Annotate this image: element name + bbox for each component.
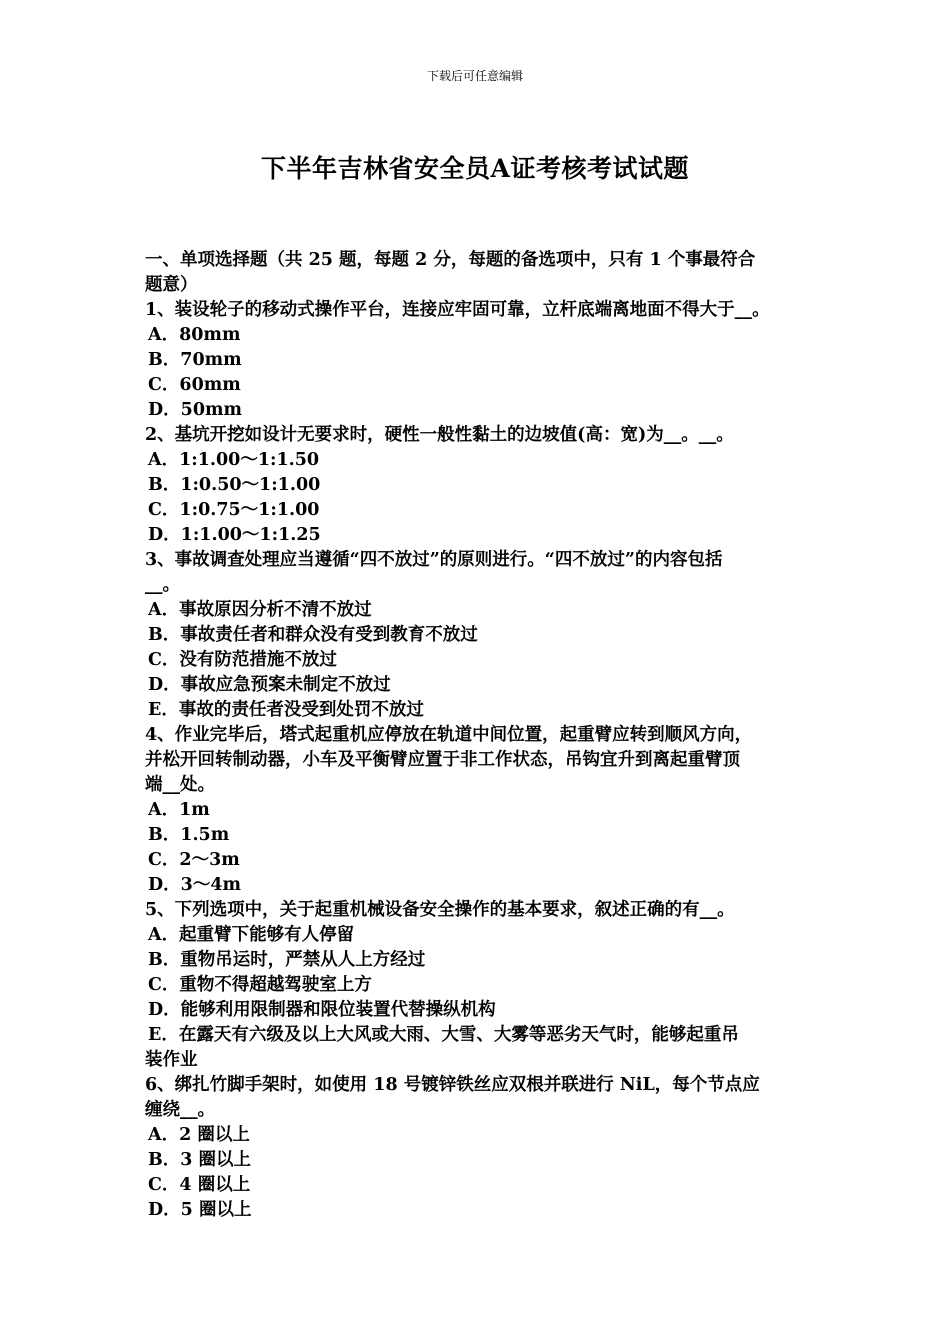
answer-option: A．1m	[148, 800, 210, 820]
answer-option: D．5 圈以上	[148, 1200, 252, 1220]
answer-option: A．1:1.00～1:1.50	[148, 450, 320, 470]
answer-option: D．3～4m	[148, 875, 242, 895]
header-note: 下载后可任意编辑	[426, 69, 523, 83]
answer-option: E．事故的责任者没受到处罚不放过	[148, 700, 424, 720]
answer-option: C．60mm	[148, 375, 241, 395]
answer-option: B．70mm	[148, 350, 242, 370]
answer-option: D．能够利用限制器和限位装置代替操纵机构	[148, 1000, 496, 1020]
answer-option: C．1:0.75～1:1.00	[148, 500, 320, 520]
answer-option: B．3 圈以上	[148, 1150, 252, 1170]
answer-option: A．事故原因分析不清不放过	[148, 600, 372, 620]
answer-option: D．50mm	[148, 400, 243, 420]
answer-option: D．1:1.00～1:1.25	[148, 525, 321, 545]
text-line: 端__处。	[145, 775, 215, 795]
text-line: 5、下列选项中，关于起重机械设备安全操作的基本要求，叙述正确的有__。	[145, 900, 735, 920]
text-line: 一、单项选择题（共 25 题，每题 2 分，每题的备选项中，只有 1 个事最符合	[145, 250, 756, 270]
answer-option: C．重物不得超越驾驶室上方	[148, 975, 372, 995]
answer-option: A．2 圈以上	[148, 1125, 250, 1145]
text-line: 并松开回转制动器，小车及平衡臂应置于非工作状态，吊钩宜升到离起重臂顶	[145, 750, 740, 770]
answer-option: B．1:0.50～1:1.00	[148, 475, 321, 495]
answer-option: E．在露天有六级及以上大风或大雨、大雪、大雾等恶劣天气时，能够起重吊	[148, 1025, 739, 1045]
answer-option: C．2～3m	[148, 850, 240, 870]
text-line: 1、装设轮子的移动式操作平台，连接应牢固可靠，立杆底端离地面不得大于__。	[145, 300, 770, 320]
answer-option: C．4 圈以上	[148, 1175, 251, 1195]
text-line: 缠绕__。	[145, 1100, 215, 1120]
answer-option: B．重物吊运时，严禁从人上方经过	[148, 950, 426, 970]
text-line: 6、绑扎竹脚手架时，如使用 18 号镀锌铁丝应双根并联进行 NiL，每个节点应	[145, 1075, 760, 1095]
answer-option: A．80mm	[148, 325, 241, 345]
text-line: 装作业	[145, 1050, 198, 1070]
text-line: 2、基坑开挖如设计无要求时，硬性一般性黏土的边坡值(高：宽)为__。__。	[145, 425, 734, 445]
answer-option: B．事故责任者和群众没有受到教育不放过	[148, 625, 478, 645]
page-title: 下半年吉林省安全员A证考核考试试题	[261, 154, 689, 183]
answer-option: B．1.5m	[148, 825, 230, 845]
document-body	[145, 248, 815, 1223]
text-line: 3、事故调查处理应当遵循“四不放过”的原则进行。“四不放过”的内容包括	[145, 550, 723, 570]
text-line: 题意）	[145, 275, 198, 295]
text-line: 4、作业完毕后，塔式起重机应停放在轨道中间位置，起重臂应转到顺风方向，	[145, 725, 753, 745]
answer-option: D．事故应急预案未制定不放过	[148, 675, 391, 695]
answer-option: C．没有防范措施不放过	[148, 650, 337, 670]
text-line: __。	[145, 575, 180, 595]
answer-option: A．起重臂下能够有人停留	[148, 925, 355, 945]
